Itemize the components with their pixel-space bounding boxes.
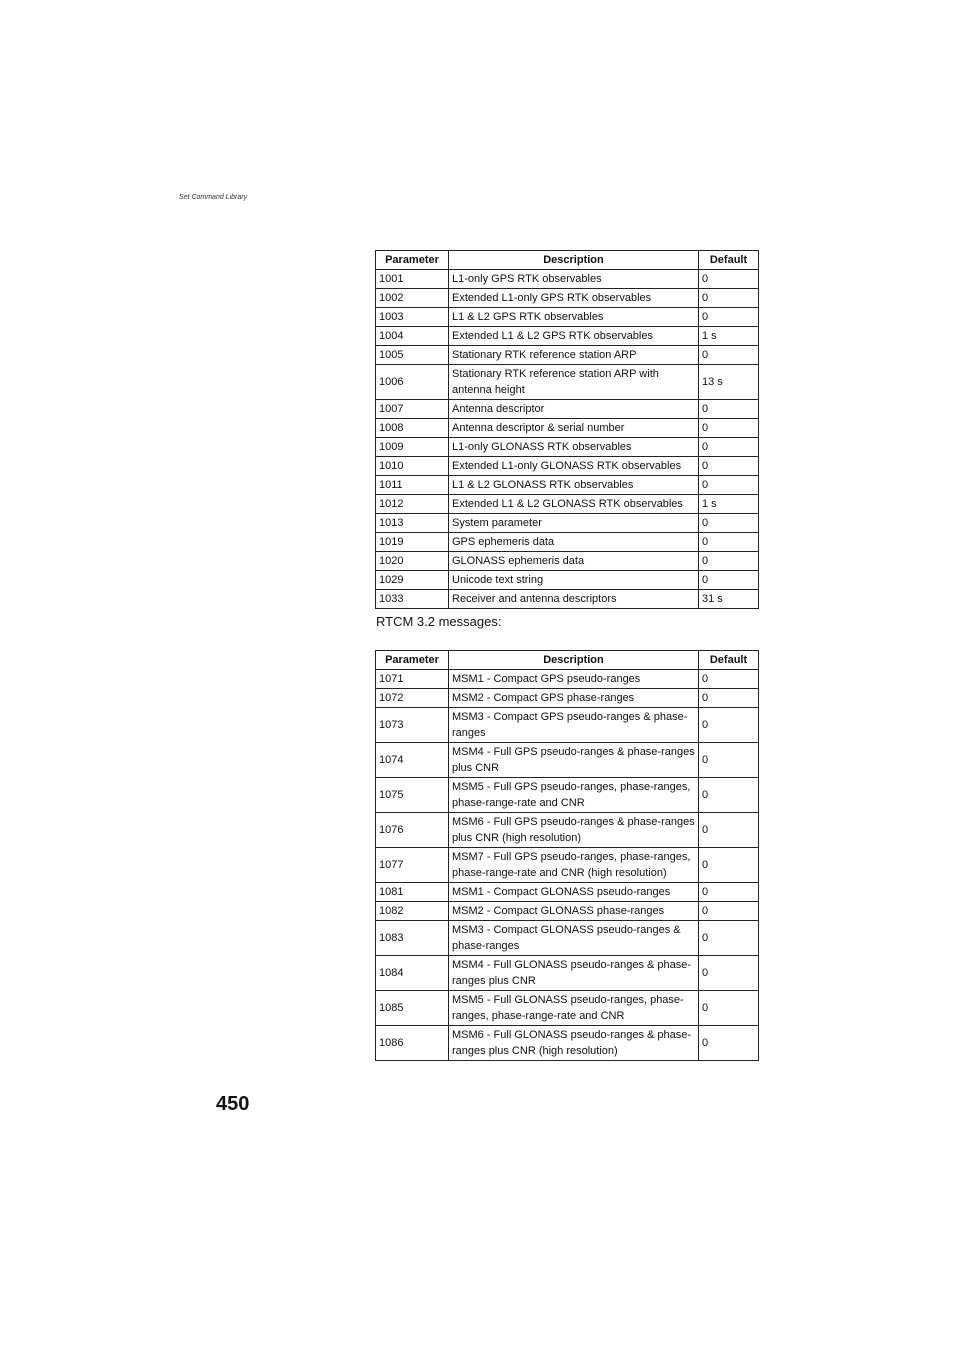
description-cell: MSM4 - Full GPS pseudo-ranges & phase-ranges plus CNR <box>449 743 699 778</box>
default-cell: 0 <box>699 552 759 571</box>
table-row <box>376 991 759 1026</box>
default-cell: 0 <box>699 670 759 689</box>
parameter-cell: 1006 <box>376 365 449 400</box>
description-cell: L1-only GPS RTK observables <box>449 270 699 289</box>
default-cell: 0 <box>699 419 759 438</box>
default-cell: 0 <box>699 902 759 921</box>
description-cell: Stationary RTK reference station ARP with antenna height <box>449 365 699 400</box>
table-row <box>376 813 759 848</box>
running-header: Set Command Library <box>179 194 248 201</box>
description-cell: System parameter <box>449 514 699 533</box>
default-cell: 0 <box>699 1026 759 1061</box>
description-cell: MSM3 - Compact GLONASS pseudo-ranges & phase-ranges <box>449 921 699 956</box>
description-cell: MSM5 - Full GPS pseudo-ranges, phase-ranges, phase-range-rate and CNR <box>449 778 699 813</box>
description-cell: MSM1 - Compact GPS pseudo-ranges <box>449 670 699 689</box>
parameter-cell: 1012 <box>376 495 449 514</box>
description-cell: Extended L1 & L2 GLONASS RTK observables <box>449 495 699 514</box>
table-row <box>376 848 759 883</box>
table-row <box>376 902 759 921</box>
table-row <box>376 419 759 438</box>
table-row <box>376 457 759 476</box>
description-cell: L1 & L2 GLONASS RTK observables <box>449 476 699 495</box>
table-row <box>376 514 759 533</box>
column-header-description: Description <box>449 251 699 270</box>
description-cell: MSM4 - Full GLONASS pseudo-ranges & phase-ranges plus CNR <box>449 956 699 991</box>
default-cell: 1 s <box>699 495 759 514</box>
table-row <box>376 365 759 400</box>
description-cell: MSM1 - Compact GLONASS pseudo-ranges <box>449 883 699 902</box>
description-cell: GLONASS ephemeris data <box>449 552 699 571</box>
default-cell: 0 <box>699 438 759 457</box>
table-row <box>376 590 759 609</box>
parameter-cell: 1085 <box>376 991 449 1026</box>
default-cell: 0 <box>699 848 759 883</box>
default-cell: 0 <box>699 289 759 308</box>
rtcm-3-2-messages-table <box>375 650 759 1061</box>
parameter-cell: 1009 <box>376 438 449 457</box>
description-cell: Receiver and antenna descriptors <box>449 590 699 609</box>
table-row <box>376 495 759 514</box>
column-header-default: Default <box>699 251 759 270</box>
default-cell: 0 <box>699 883 759 902</box>
table-row <box>376 400 759 419</box>
description-cell: L1 & L2 GPS RTK observables <box>449 308 699 327</box>
parameter-cell: 1007 <box>376 400 449 419</box>
table-header-row <box>376 251 759 270</box>
parameter-cell: 1077 <box>376 848 449 883</box>
default-cell: 13 s <box>699 365 759 400</box>
table-row <box>376 670 759 689</box>
description-cell: L1-only GLONASS RTK observables <box>449 438 699 457</box>
section-label: RTCM 3.2 messages: <box>376 614 502 629</box>
description-cell: Extended L1-only GPS RTK observables <box>449 289 699 308</box>
table-row <box>376 778 759 813</box>
table-row <box>376 476 759 495</box>
default-cell: 0 <box>699 308 759 327</box>
table-body <box>376 270 759 609</box>
description-cell: MSM6 - Full GPS pseudo-ranges & phase-ranges plus CNR (high resolution) <box>449 813 699 848</box>
default-cell: 31 s <box>699 590 759 609</box>
parameter-cell: 1029 <box>376 571 449 590</box>
parameter-cell: 1082 <box>376 902 449 921</box>
description-cell: Antenna descriptor <box>449 400 699 419</box>
default-cell: 0 <box>699 921 759 956</box>
default-cell: 0 <box>699 346 759 365</box>
table-row <box>376 689 759 708</box>
parameter-cell: 1020 <box>376 552 449 571</box>
default-cell: 0 <box>699 457 759 476</box>
description-cell: Unicode text string <box>449 571 699 590</box>
rtcm-messages-table <box>375 250 759 609</box>
table-row <box>376 571 759 590</box>
default-cell: 0 <box>699 270 759 289</box>
table-row <box>376 743 759 778</box>
parameter-cell: 1084 <box>376 956 449 991</box>
default-cell: 0 <box>699 476 759 495</box>
default-cell: 0 <box>699 708 759 743</box>
description-cell: MSM6 - Full GLONASS pseudo-ranges & phase-ranges plus CNR (high resolution) <box>449 1026 699 1061</box>
parameter-cell: 1081 <box>376 883 449 902</box>
parameter-cell: 1086 <box>376 1026 449 1061</box>
parameter-cell: 1002 <box>376 289 449 308</box>
default-cell: 0 <box>699 991 759 1026</box>
table-row <box>376 552 759 571</box>
table-row <box>376 270 759 289</box>
parameter-cell: 1008 <box>376 419 449 438</box>
parameter-cell: 1073 <box>376 708 449 743</box>
default-cell: 0 <box>699 533 759 552</box>
description-cell: MSM5 - Full GLONASS pseudo-ranges, phase-ranges, phase-range-rate and CNR <box>449 991 699 1026</box>
parameter-cell: 1033 <box>376 590 449 609</box>
parameter-cell: 1005 <box>376 346 449 365</box>
column-header-parameter: Parameter <box>376 251 449 270</box>
default-cell: 0 <box>699 689 759 708</box>
table-row <box>376 327 759 346</box>
description-cell: Extended L1-only GLONASS RTK observables <box>449 457 699 476</box>
table-row <box>376 308 759 327</box>
parameter-cell: 1071 <box>376 670 449 689</box>
description-cell: Extended L1 & L2 GPS RTK observables <box>449 327 699 346</box>
table-body <box>376 670 759 1061</box>
description-cell: GPS ephemeris data <box>449 533 699 552</box>
column-header-default: Default <box>699 651 759 670</box>
default-cell: 0 <box>699 571 759 590</box>
default-cell: 0 <box>699 813 759 848</box>
table-row <box>376 438 759 457</box>
parameter-cell: 1083 <box>376 921 449 956</box>
parameter-cell: 1010 <box>376 457 449 476</box>
default-cell: 0 <box>699 514 759 533</box>
description-cell: MSM2 - Compact GPS phase-ranges <box>449 689 699 708</box>
table-row <box>376 346 759 365</box>
parameter-cell: 1076 <box>376 813 449 848</box>
table-row <box>376 883 759 902</box>
default-cell: 0 <box>699 956 759 991</box>
parameter-cell: 1074 <box>376 743 449 778</box>
column-header-parameter: Parameter <box>376 651 449 670</box>
parameter-cell: 1004 <box>376 327 449 346</box>
description-cell: MSM3 - Compact GPS pseudo-ranges & phase-ranges <box>449 708 699 743</box>
page-number: 450 <box>216 1093 250 1115</box>
description-cell: Stationary RTK reference station ARP <box>449 346 699 365</box>
default-cell: 0 <box>699 743 759 778</box>
table-row <box>376 956 759 991</box>
table-row <box>376 533 759 552</box>
table-row <box>376 289 759 308</box>
table-row <box>376 921 759 956</box>
parameter-cell: 1075 <box>376 778 449 813</box>
default-cell: 1 s <box>699 327 759 346</box>
column-header-description: Description <box>449 651 699 670</box>
description-cell: MSM2 - Compact GLONASS phase-ranges <box>449 902 699 921</box>
parameter-cell: 1001 <box>376 270 449 289</box>
parameter-cell: 1003 <box>376 308 449 327</box>
parameter-cell: 1072 <box>376 689 449 708</box>
parameter-cell: 1019 <box>376 533 449 552</box>
default-cell: 0 <box>699 778 759 813</box>
parameter-cell: 1011 <box>376 476 449 495</box>
parameter-cell: 1013 <box>376 514 449 533</box>
description-cell: Antenna descriptor & serial number <box>449 419 699 438</box>
table-header-row <box>376 651 759 670</box>
table-row <box>376 708 759 743</box>
description-cell: MSM7 - Full GPS pseudo-ranges, phase-ranges, phase-range-rate and CNR (high resolution) <box>449 848 699 883</box>
table-row <box>376 1026 759 1061</box>
default-cell: 0 <box>699 400 759 419</box>
